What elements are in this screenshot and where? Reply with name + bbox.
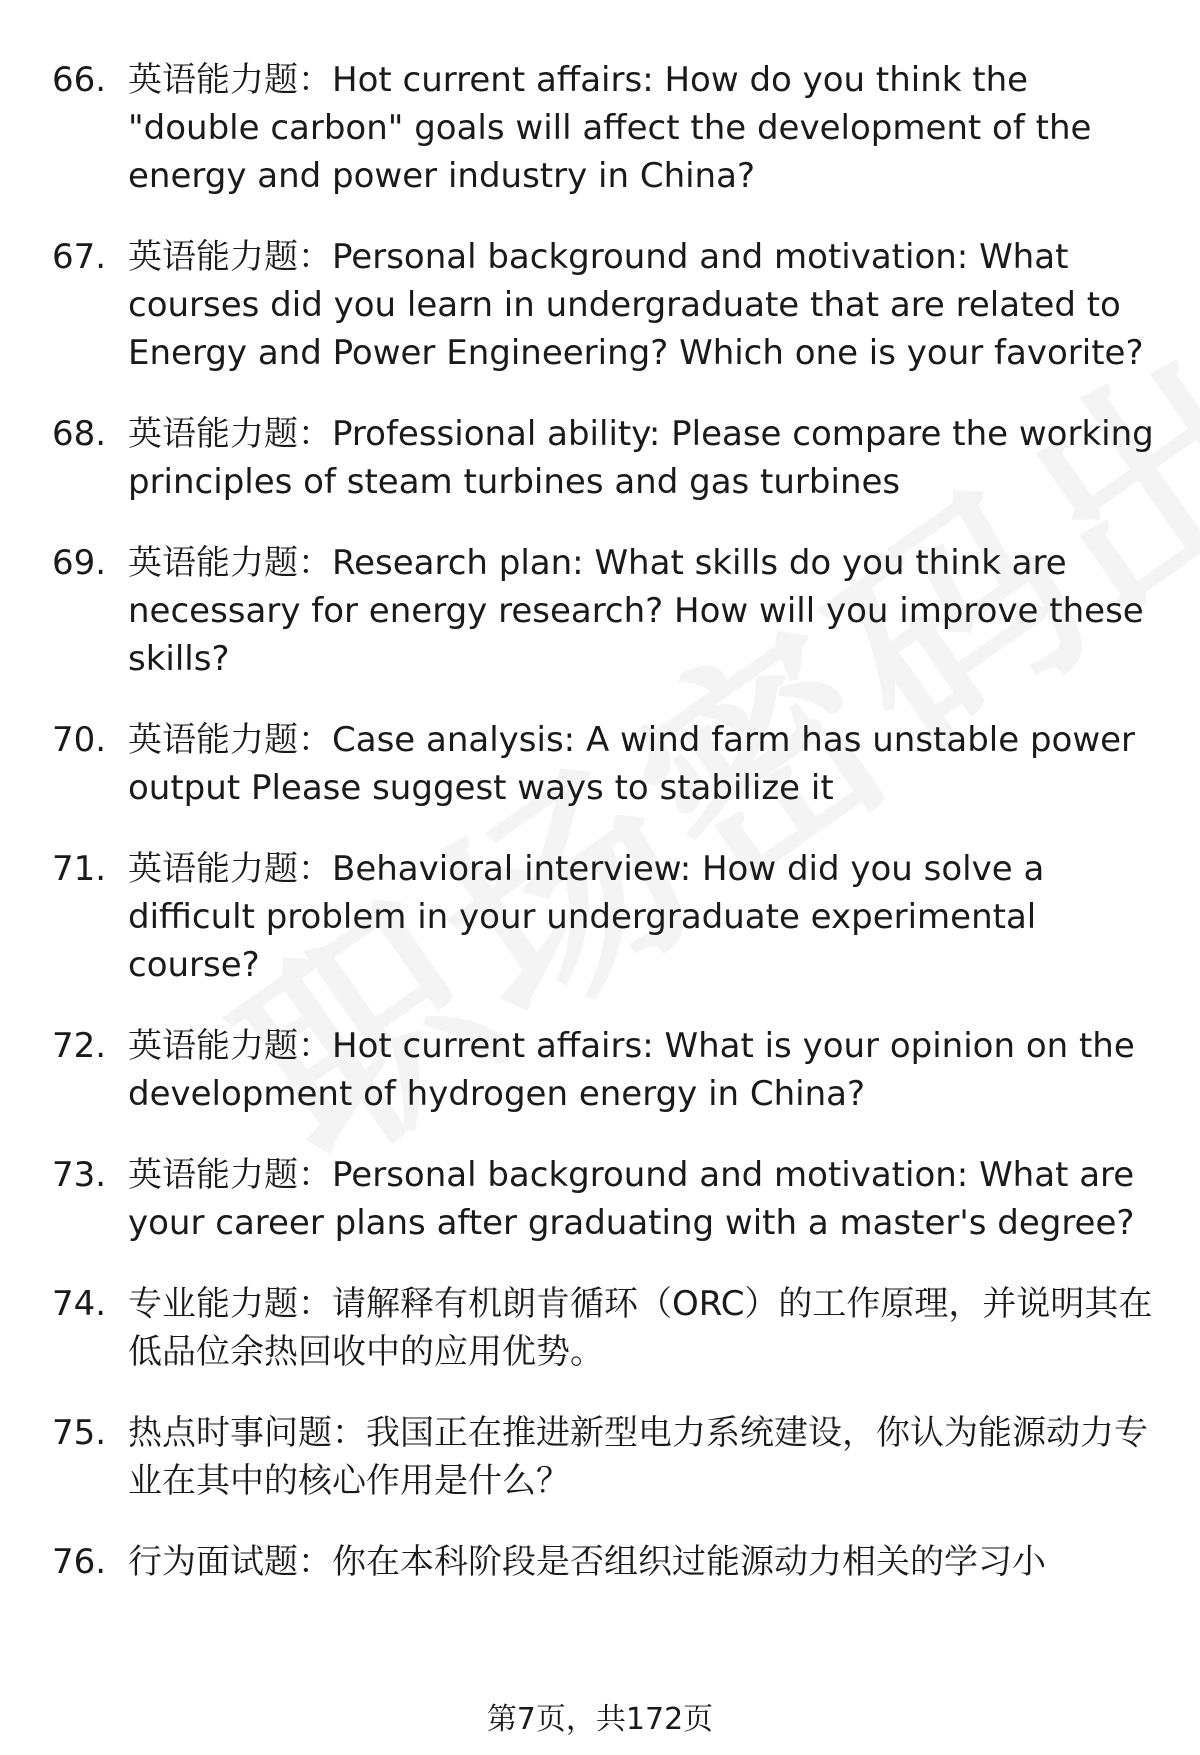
question-number: 71. xyxy=(52,849,107,889)
question-item xyxy=(52,1151,1162,1247)
question-text-block xyxy=(128,1151,1162,1247)
question-category: 热点时事问题： xyxy=(128,1413,366,1453)
question-category: 英语能力题： xyxy=(128,543,332,583)
question-text: 我国正在推进新型电力系统建设，你认为能源动力专业在其中的核心作用是什么？ xyxy=(128,1413,1148,1501)
question-category: 英语能力题： xyxy=(128,720,332,760)
question-text-block xyxy=(128,1409,1162,1505)
question-text: 你在本科阶段是否组织过能源动力相关的学习小 xyxy=(332,1542,1046,1582)
question-item xyxy=(52,1280,1162,1376)
question-text-block xyxy=(128,1538,1162,1586)
question-list xyxy=(52,56,1162,1619)
question-category: 英语能力题： xyxy=(128,1155,332,1195)
question-text-block xyxy=(128,1280,1162,1376)
question-text: Hot current affairs: How do you think the "double carbon" goals will affect the development of the energy and power industry in China? xyxy=(128,60,1092,196)
question-item xyxy=(52,1538,1162,1586)
question-text: Research plan: What skills do you think are necessary for energy research? How will you improve these skills? xyxy=(128,543,1144,679)
question-item xyxy=(52,233,1162,377)
question-number: 72. xyxy=(52,1026,107,1066)
question-number: 74. xyxy=(52,1284,107,1324)
question-number: 76. xyxy=(52,1542,107,1582)
question-item xyxy=(52,56,1162,200)
question-text-block xyxy=(128,410,1162,506)
question-text: Behavioral interview: How did you solve a difficult problem in your undergraduate experimental course? xyxy=(128,849,1045,985)
question-number: 75. xyxy=(52,1413,107,1453)
question-category: 英语能力题： xyxy=(128,414,332,454)
question-text-block xyxy=(128,1022,1162,1118)
question-text: Case analysis: A wind farm has unstable power output Please suggest ways to stabilize it xyxy=(128,720,1136,808)
question-category: 行为面试题： xyxy=(128,1542,332,1582)
question-text: Personal background and motivation: What courses did you learn in undergraduate that are related to Energy and Power Engineering? Which one is your favorite? xyxy=(128,237,1144,373)
question-text-block xyxy=(128,56,1162,200)
question-text: Personal background and motivation: What are your career plans after graduating with a master's degree? xyxy=(128,1155,1135,1243)
question-number: 70. xyxy=(52,720,107,760)
question-text: 请解释有机朗肯循环（ORC）的工作原理，并说明其在低品位余热回收中的应用优势。 xyxy=(128,1284,1153,1372)
question-text: Professional ability: Please compare the working principles of steam turbines and gas turbines xyxy=(128,414,1154,502)
question-text-block xyxy=(128,539,1162,683)
question-item xyxy=(52,410,1162,506)
question-text: Hot current affairs: What is your opinion on the development of hydrogen energy in China? xyxy=(128,1026,1135,1114)
question-text-block xyxy=(128,233,1162,377)
question-item xyxy=(52,716,1162,812)
question-item xyxy=(52,1022,1162,1118)
question-number: 69. xyxy=(52,543,107,583)
question-number: 73. xyxy=(52,1155,107,1195)
question-item xyxy=(52,1409,1162,1505)
question-item xyxy=(52,845,1162,989)
question-number: 68. xyxy=(52,414,107,454)
page-footer: 第7页，共172页 xyxy=(486,1702,714,1737)
question-category: 英语能力题： xyxy=(128,60,332,100)
question-category: 专业能力题： xyxy=(128,1284,332,1324)
question-category: 英语能力题： xyxy=(128,1026,332,1066)
question-number: 66. xyxy=(52,60,107,100)
question-category: 英语能力题： xyxy=(128,849,332,889)
question-item xyxy=(52,539,1162,683)
question-category: 英语能力题： xyxy=(128,237,332,277)
question-text-block xyxy=(128,716,1162,812)
question-number: 67. xyxy=(52,237,107,277)
question-text-block xyxy=(128,845,1162,989)
